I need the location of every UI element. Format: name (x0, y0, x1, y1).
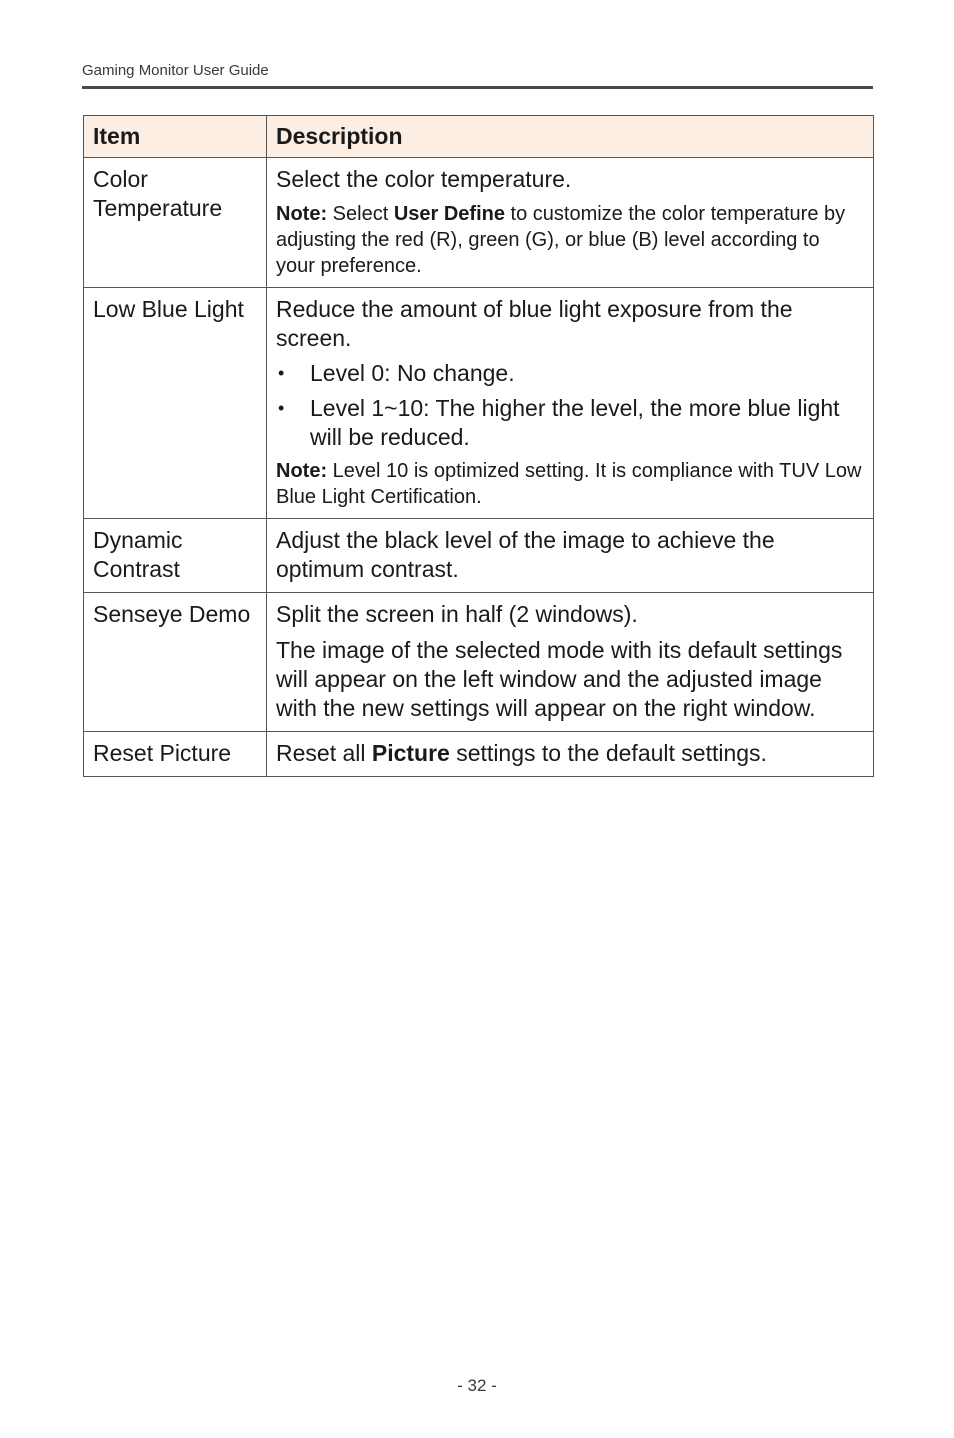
note (276, 458, 864, 510)
description-cell (267, 288, 874, 519)
description-text: Adjust the black level of the image to achieve the optimum contrast. (276, 527, 775, 582)
note-label: Note: (276, 460, 328, 482)
list-item-text: Level 0: No change. (310, 360, 515, 386)
description-cell (267, 732, 874, 777)
item-cell: Low Blue Light (84, 288, 267, 519)
description-text: Split the screen in half (2 windows). (276, 601, 638, 627)
table-header-row (84, 116, 874, 158)
table-row (84, 519, 874, 593)
bullet-icon: • (278, 363, 285, 383)
bullet-list (276, 359, 864, 452)
table-row (84, 593, 874, 732)
item-cell: Dynamic Contrast (84, 519, 267, 593)
header-divider (82, 86, 873, 89)
description-text-part: Reset all (276, 740, 372, 766)
description-text: Select the color temperature. (276, 166, 572, 192)
note-text: to customize the color temperature by adjusting the red (R), green (G), or blue (B) level according to your preference. (276, 203, 846, 277)
column-header-description: Description (267, 116, 874, 158)
note-label: Note: (276, 203, 328, 225)
note-text: Select (327, 203, 394, 225)
column-header-item: Item (84, 116, 267, 158)
note (276, 201, 864, 279)
description-cell (267, 593, 874, 732)
running-header: Gaming Monitor User Guide (82, 62, 269, 79)
table-row (84, 732, 874, 777)
description-emphasis: Picture (371, 740, 450, 766)
description-text-detail: The image of the selected mode with its default settings will appear on the left window and the adjusted image with the new settings will appear on the right window. (276, 637, 843, 721)
note-emphasis: User Define (393, 203, 505, 225)
settings-table (83, 115, 874, 777)
bullet-icon: • (278, 398, 285, 418)
table-row (84, 158, 874, 288)
table-row (84, 288, 874, 519)
description-cell (267, 519, 874, 593)
item-cell: Senseye Demo (84, 593, 267, 732)
page-number: - 32 - (457, 1376, 497, 1395)
note-text: Level 10 is optimized setting. It is compliance with TUV Low Blue Light Certification. (276, 460, 862, 508)
description-cell (267, 158, 874, 288)
item-cell: Color Temperature (84, 158, 267, 288)
list-item (276, 394, 864, 452)
description-text-part: settings to the default settings. (449, 740, 767, 766)
description-text (276, 739, 864, 768)
item-cell: Reset Picture (84, 732, 267, 777)
list-item (276, 359, 864, 388)
list-item-text: Level 1~10: The higher the level, the more blue light will be reduced. (310, 395, 840, 450)
description-text: Reduce the amount of blue light exposure from the screen. (276, 296, 793, 351)
